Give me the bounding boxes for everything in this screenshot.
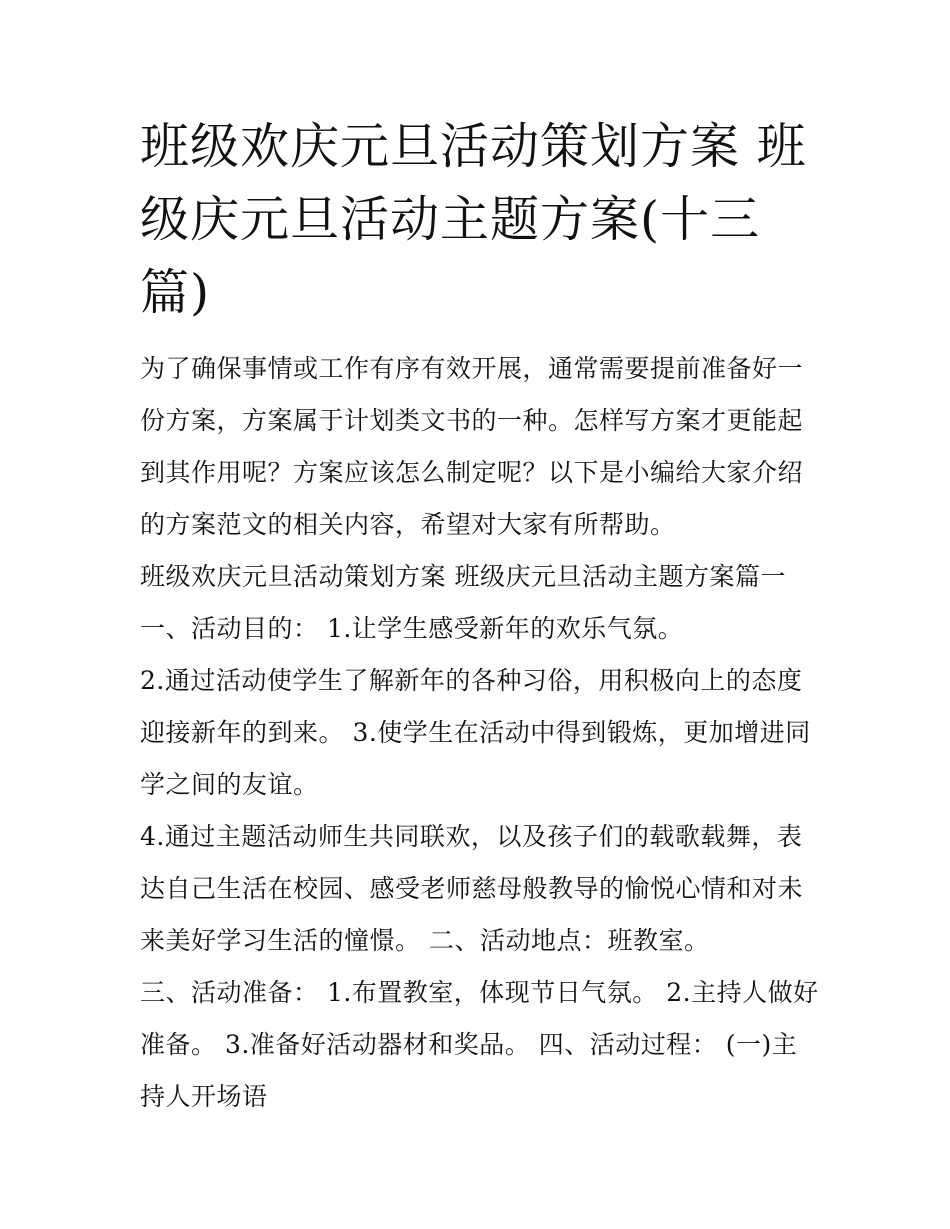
document-page <box>140 110 820 1123</box>
activity-goal-item-2-3: 2.通过活动使学生了解新年的各种习俗，用积极向上的态度迎接新年的到来。 3.使学生在活动中得到锻炼，更加增进同学之间的友谊。 <box>140 666 811 799</box>
activity-preparation-paragraph: 三、活动准备： 1.布置教室，体现节日气氛。 2.主持人做好准备。 3.准备好活动器材和奖品。 四、活动过程： (一)主持人开场语 <box>140 978 819 1111</box>
activity-goal-paragraph: 一、活动目的： 1.让学生感受新年的欢乐气氛。 <box>140 614 684 643</box>
intro-paragraph: 为了确保事情或工作有序有效开展，通常需要提前准备好一份方案，方案属于计划类文书的一种。怎样写方案才更能起到其作用呢？方案应该怎么制定呢？以下是小编给大家介绍的方案范文的相关内容，希望对大家有所帮助。 <box>140 354 804 539</box>
section-heading: 班级欢庆元旦活动策划方案 班级庆元旦活动主题方案篇一 <box>140 562 786 591</box>
activity-goal-item-4-location: 4.通过主题活动师生共同联欢，以及孩子们的载歌载舞，表达自己生活在校园、感受老师慈母般教导的愉悦心情和对未来美好学习生活的憧憬。 二、活动地点：班教室。 <box>140 822 804 955</box>
document-title: 班级欢庆元旦活动策划方案 班级庆元旦活动主题方案(十三篇) <box>140 118 807 321</box>
